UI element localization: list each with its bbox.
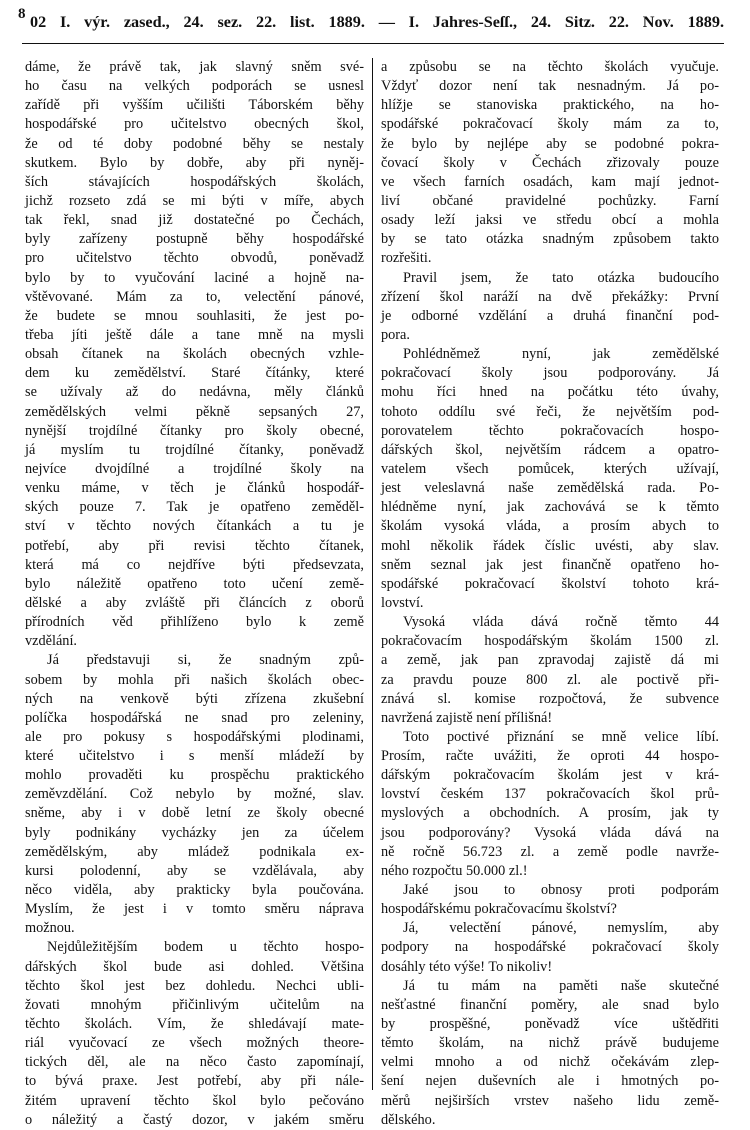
text-line: ho času na velkých podporách se usnesl bbox=[25, 78, 364, 95]
text-line: by se tato otázka snadným způsobem takto bbox=[381, 231, 719, 248]
text-line: že od té doby podobné běhy se nestaly bbox=[25, 135, 364, 152]
text-line: tických děl, ale na něco často zapomínají, bbox=[25, 1054, 364, 1071]
text-line: přírodních věd přihlíženo bylo k země bbox=[25, 614, 364, 631]
text-line: žovati mnohým přičinlivým učitelům na bbox=[25, 996, 364, 1013]
text-line: pokračovacím hospodářským školám 1500 zl. bbox=[381, 633, 719, 650]
text-line: Prosím, račte uvážiti, že oproti 44 hospo- bbox=[381, 748, 719, 765]
text-line: dem ku zemědělství. Staré čítánky, které bbox=[25, 365, 364, 382]
text-line: jichž rozseto zdá se mi býti v míře, abych bbox=[25, 192, 364, 209]
text-line: dářských škol, největším rádcem a opatro- bbox=[381, 441, 719, 458]
text-line: Pohlédněmež nyní, jak zemědělské bbox=[403, 346, 719, 363]
text-line: ve všech farních osadách, kam mají jednot- bbox=[381, 173, 719, 190]
text-line: zřízení škol naráží na dvě překážky: První bbox=[381, 288, 719, 305]
text-line: jsou podporovány? Vysoká vláda dává na bbox=[381, 824, 719, 841]
text-line: mohlo provaděti ku prospěchu praktického bbox=[25, 767, 364, 784]
text-line: Toto poctivé přiznání se mně velice líbí. bbox=[403, 728, 719, 745]
text-line: Nejdůležitějším bodem u těchto hospo- bbox=[47, 939, 364, 956]
text-line: zařídě při vyšším učilišti Táborském běhy bbox=[25, 97, 364, 114]
text-line: Pravil jsem, že tato otázka budoucího bbox=[403, 269, 719, 286]
text-line: ských pouze 7. Tak je opatřeno zeměděl- bbox=[25, 499, 364, 516]
text-line: dářským pokračovacím školám jest v krá- bbox=[381, 767, 719, 784]
text-line: školám vysoká vláda, a prosím abych to bbox=[381, 518, 719, 535]
text-line: nynější trojdílné čítanky pro školy obecné, bbox=[25, 422, 364, 439]
left-column bbox=[25, 58, 364, 1130]
text-line: Vysoká vláda dává ročně těmto 44 bbox=[403, 614, 719, 631]
text-line: osady leží jaksi ve středu obcí a mohla bbox=[381, 212, 719, 229]
text-line: nejvíce dvojdílné a trojdílné školy na bbox=[25, 460, 364, 477]
text-line: by prospěšné, poněvadž více uštědřiti bbox=[381, 1016, 719, 1033]
text-line: žitém upravení těchto škol bylo pečováno bbox=[25, 1092, 364, 1109]
text-line: nešťastné finanční poměry, ale snad bylo bbox=[381, 996, 719, 1013]
text-line: dělské a aby zvláště při článcích z oborů bbox=[25, 594, 364, 611]
text-line: měrů nejširších vrstev našeho lidu země- bbox=[381, 1092, 719, 1109]
text-line: porovatelem těchto pokračovacích hospo- bbox=[381, 422, 719, 439]
text-line: byly zařízeny postupně běhy hospodářské bbox=[25, 231, 364, 248]
text-line: dosáhly této výše! To nikoliv! bbox=[381, 958, 553, 975]
text-line: pokračovací školy jsou podporovány. Já bbox=[381, 365, 719, 382]
text-line: obsah čítanek na školách obecných vzhle- bbox=[25, 346, 364, 363]
text-line: že budete se mnou souhlasiti, že jest po- bbox=[25, 307, 364, 324]
text-line: ších stávajících hospodářských školách, bbox=[25, 173, 364, 190]
text-line: je odborné vzdělání a druhá finanční pod- bbox=[381, 307, 719, 324]
text-line: to bývá praxe. Jest potřebí, aby při nále- bbox=[25, 1073, 364, 1090]
text-line: Vždyť dozor není tak nesnadným. Já po- bbox=[381, 78, 719, 95]
text-line: o náležitý a častý dozor, v jakém směru bbox=[25, 1111, 364, 1128]
text-line: venku máme, v těch je článků hospodář- bbox=[25, 480, 364, 497]
text-line: vzdělání. bbox=[25, 633, 78, 650]
text-line: riál vyučovací ze všech možných theore- bbox=[25, 1035, 364, 1052]
text-line: Já, velectění pánové, nemyslím, aby bbox=[403, 920, 719, 937]
text-line: dělského. bbox=[381, 1111, 436, 1128]
text-line: bylo by to vyučování laciné a hojně na- bbox=[25, 269, 364, 286]
text-line: ného rozpočtu 50.000 zl.! bbox=[381, 862, 528, 879]
text-line: šení nejen duševních ale i hmotných po- bbox=[381, 1073, 719, 1090]
text-line: ství v těchto nových čítankách a tu je bbox=[25, 518, 364, 535]
text-line: bylo náležitě opatřeno toto učení země- bbox=[25, 575, 364, 592]
text-line: možnou. bbox=[25, 920, 75, 937]
text-line: ně ročně 56.723 zl. a země podle navrže- bbox=[381, 843, 719, 860]
right-column bbox=[381, 58, 719, 1130]
text-line: podpory na hospodářské pokračovací školy bbox=[381, 939, 719, 956]
text-line: Já představuji si, že snadným způ- bbox=[47, 652, 364, 669]
text-line: ných na venkově býti zřízena zkušební bbox=[25, 690, 364, 707]
text-line: zemědělským, aby mládež podnikala ex- bbox=[25, 843, 364, 860]
header-rule bbox=[22, 43, 724, 44]
text-line: hospodářské pro učitelstvo obecných škol, bbox=[25, 116, 364, 133]
text-line: Myslím, že jest i v tomto směru náprava bbox=[25, 901, 364, 918]
text-line: jest veleslavná naše zemědělská rada. Po- bbox=[381, 480, 719, 497]
text-line: lovství českém 137 pokračovacích škol prů- bbox=[381, 786, 719, 803]
text-line: která má co nejdříve býti předsevzata, bbox=[25, 556, 364, 573]
text-line: zemědělských velmi pěkně sepsaných 27, bbox=[25, 403, 364, 420]
text-line: pro učitelstvo těchto obvodů, poněvadž bbox=[25, 250, 364, 267]
text-line: a způsobu se na těchto školách vyučuje. bbox=[381, 59, 719, 75]
text-line: hlížje se stanoviska praktického, na ho- bbox=[381, 97, 719, 114]
column-divider bbox=[372, 58, 373, 1090]
text-line: třeba jíti ještě dále a tane mně na mysli bbox=[25, 326, 364, 343]
text-line: sněm seznal jak jest finančně opatřeno ho- bbox=[381, 556, 719, 573]
text-line: tak řekl, snad již dostatečné po Čechách, bbox=[25, 212, 364, 229]
text-line: těchto školách. Vím, že shledávají mate- bbox=[25, 1016, 364, 1033]
text-line: skutkem. Bylo by dobře, aby při nyněj- bbox=[25, 154, 364, 171]
text-line: a země, jak pan zpravodaj zajistě dá mi bbox=[381, 652, 719, 669]
text-line: něco viděla, aby prakticky byla poučována. bbox=[25, 882, 364, 899]
text-line: zeměvzdělání. Což nebylo by možné, slav. bbox=[25, 786, 364, 803]
text-line: hospodářskému pokračovacímu školství? bbox=[381, 901, 617, 918]
text-line: čovací školy v Čechách zřizovaly pouze bbox=[381, 154, 719, 171]
text-line: které učitelstvo i s menší mládeží by bbox=[25, 748, 364, 765]
text-line: Jaké jsou to obnosy proti podporám bbox=[403, 882, 719, 899]
text-line: Já tu mám na paměti naše skutečné bbox=[403, 977, 719, 994]
text-line: že bylo by nejlépe aby se podobné pokra- bbox=[381, 135, 719, 152]
text-line: navržená zajistě není přílišná! bbox=[381, 709, 553, 726]
text-line: potřebí, aby při revisi těchto čítanek, bbox=[25, 537, 364, 554]
text-line: vatelem všech pomůcek, kterých užívají, bbox=[381, 460, 719, 477]
text-line: mohl několik řádek číslic uvésti, aby slav. bbox=[381, 537, 719, 554]
text-line: velmi mnoho a od nichž očekávám zlep- bbox=[381, 1054, 719, 1071]
text-line: rozřešiti. bbox=[381, 250, 432, 267]
text-line: já myslím tu trojdílné čítanky, poněvadž bbox=[25, 441, 364, 458]
text-line: hlédněme nyní, jak zachovává se k těmto bbox=[381, 499, 719, 516]
page-number: 8 bbox=[18, 6, 26, 22]
text-line: tohoto oddílu své řeči, že největším pod- bbox=[381, 403, 719, 420]
text-line: liví občané pravidelné pochůzky. Farní bbox=[381, 192, 719, 209]
text-line: políčka hospodářská ne snad pro zeleniny, bbox=[25, 709, 364, 726]
text-line: mohu říci hned na počátku této úvahy, bbox=[381, 384, 719, 401]
text-line: těmto školám, na nichž právě budujeme bbox=[381, 1035, 719, 1052]
text-line: sobem by mohla při našich školách obec- bbox=[25, 671, 364, 688]
text-line: pora. bbox=[381, 326, 410, 343]
text-line: dářských škol bude asi dohled. Většina bbox=[25, 958, 364, 975]
text-line: sněme, aby i v době letní ze školy obecné bbox=[25, 805, 364, 822]
text-line: spodářské pokračovací školství tohoto krá- bbox=[381, 575, 719, 592]
page-header bbox=[18, 6, 724, 40]
text-line: byly podnikány vycházky jen za účelem bbox=[25, 824, 364, 841]
text-line: myslových a obchodních. A prosím, jak ty bbox=[381, 805, 719, 822]
text-line: kursi polodenní, aby se vzdělávala, aby bbox=[25, 862, 364, 879]
text-line: vštěvované. Mám za to, velectění pánové, bbox=[25, 288, 364, 305]
text-line: za pravdu pouze 800 zl. ale poctivě při- bbox=[381, 671, 719, 688]
text-line: lovství. bbox=[381, 594, 424, 611]
text-line: spodářské pokračovací školy mám za to, bbox=[381, 116, 719, 133]
text-line: ale pro pokusy s hospodářskými plodinami, bbox=[25, 728, 364, 745]
text-line: těchto škol jest bez dohledu. Nechci ubli- bbox=[25, 977, 364, 994]
running-title: 02 I. výr. zased., 24. sez. 22. list. 1889. — I. Jahres-Seſſ., 24. Sitz. 22. Nov. 1889. bbox=[30, 13, 724, 31]
text-line: se užívaly až do nedávna, měly článků bbox=[25, 384, 364, 401]
text-line: znává sl. komise rozpočtová, že subvence bbox=[381, 690, 719, 707]
text-line: dáme, že právě tak, jak slavný sněm své- bbox=[25, 59, 364, 75]
